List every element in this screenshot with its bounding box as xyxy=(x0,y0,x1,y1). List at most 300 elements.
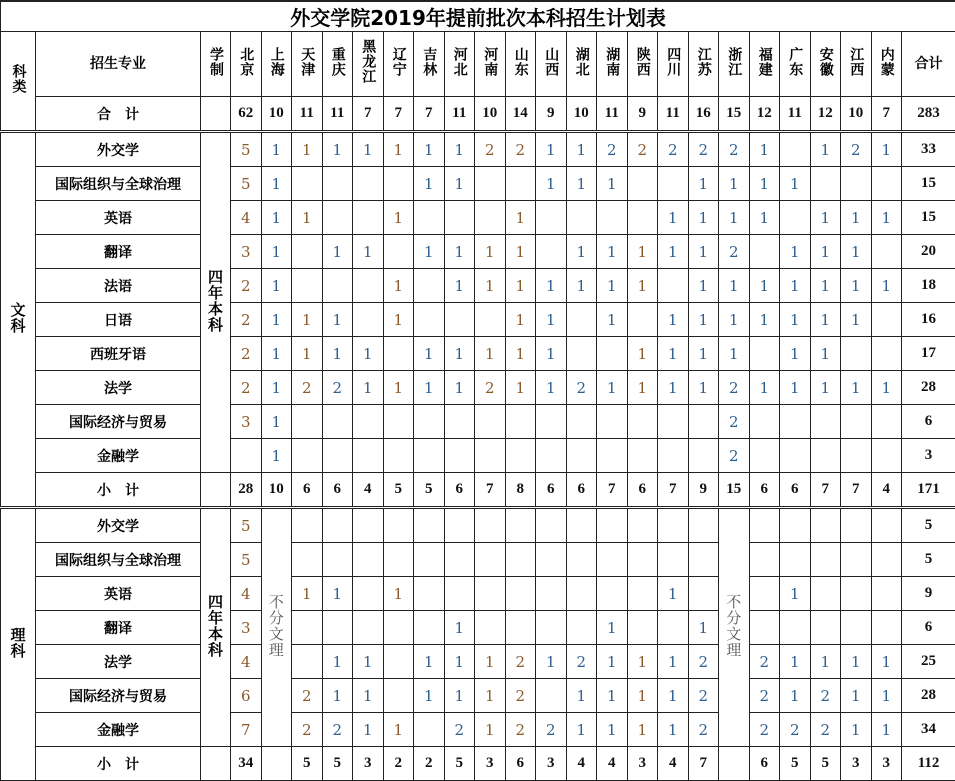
grand-total-sum: 283 xyxy=(902,97,955,132)
header-province: 安徽 xyxy=(810,32,841,97)
header-province: 上海 xyxy=(261,32,292,97)
subtotal-value: 34 xyxy=(231,747,262,781)
quota-cell: 2 xyxy=(719,371,750,405)
program-length: 四年本科 xyxy=(201,132,231,473)
grand-total-value: 11 xyxy=(292,97,323,132)
subtotal-value: 15 xyxy=(719,473,750,508)
quota-cell xyxy=(597,439,628,473)
quota-cell: 1 xyxy=(780,371,811,405)
quota-cell: 1 xyxy=(871,132,902,167)
table-row xyxy=(1,577,955,611)
quota-cell xyxy=(566,508,597,543)
quota-cell xyxy=(444,543,475,577)
subtotal-sum: 112 xyxy=(902,747,955,781)
quota-cell xyxy=(505,577,536,611)
header-province: 北京 xyxy=(231,32,262,97)
subtotal-value: 6 xyxy=(780,473,811,508)
major-name: 法学 xyxy=(36,371,201,405)
quota-cell xyxy=(383,508,414,543)
major-name: 法学 xyxy=(36,645,201,679)
quota-cell xyxy=(353,577,384,611)
quota-cell xyxy=(841,543,872,577)
quota-cell: 1 xyxy=(383,713,414,747)
quota-cell: 2 xyxy=(719,439,750,473)
quota-cell xyxy=(780,611,811,645)
table-row xyxy=(1,269,955,303)
table-row xyxy=(1,405,955,439)
quota-cell: 1 xyxy=(841,235,872,269)
quota-cell xyxy=(841,337,872,371)
quota-cell xyxy=(292,405,323,439)
quota-cell xyxy=(780,132,811,167)
quota-cell xyxy=(475,577,506,611)
quota-cell: 2 xyxy=(231,269,262,303)
quota-cell xyxy=(505,167,536,201)
quota-cell: 1 xyxy=(627,371,658,405)
major-name: 国际组织与全球治理 xyxy=(36,543,201,577)
major-name: 外交学 xyxy=(36,132,201,167)
quota-cell: 1 xyxy=(719,269,750,303)
quota-cell xyxy=(566,405,597,439)
quota-cell: 1 xyxy=(292,303,323,337)
quota-cell xyxy=(627,167,658,201)
quota-cell xyxy=(658,543,689,577)
quota-cell: 1 xyxy=(780,235,811,269)
quota-cell: 1 xyxy=(597,645,628,679)
quota-cell: 2 xyxy=(658,132,689,167)
quota-cell: 2 xyxy=(841,132,872,167)
grand-total-value: 11 xyxy=(658,97,689,132)
quota-cell: 1 xyxy=(261,269,292,303)
quota-cell: 1 xyxy=(780,577,811,611)
quota-cell xyxy=(749,543,780,577)
quota-cell xyxy=(353,303,384,337)
quota-cell: 2 xyxy=(597,132,628,167)
quota-cell: 2 xyxy=(444,713,475,747)
quota-cell xyxy=(688,508,719,543)
quota-cell xyxy=(292,508,323,543)
major-name: 金融学 xyxy=(36,713,201,747)
quota-cell xyxy=(353,167,384,201)
major-name: 国际经济与贸易 xyxy=(36,405,201,439)
quota-cell: 2 xyxy=(719,235,750,269)
subtotal-value: 5 xyxy=(322,747,353,781)
quota-cell: 1 xyxy=(505,235,536,269)
quota-cell: 1 xyxy=(475,269,506,303)
quota-cell xyxy=(627,611,658,645)
quota-cell xyxy=(383,337,414,371)
subtotal-value: 8 xyxy=(505,473,536,508)
quota-cell xyxy=(627,201,658,235)
subtotal-value: 6 xyxy=(444,473,475,508)
quota-cell: 1 xyxy=(475,645,506,679)
subtotal-value: 5 xyxy=(383,473,414,508)
quota-cell: 1 xyxy=(292,201,323,235)
major-name: 金融学 xyxy=(36,439,201,473)
subtotal-value: 5 xyxy=(780,747,811,781)
quota-cell: 1 xyxy=(688,235,719,269)
grand-total-value: 16 xyxy=(688,97,719,132)
quota-cell: 1 xyxy=(749,303,780,337)
header-province: 河北 xyxy=(444,32,475,97)
header-category: 科类 xyxy=(1,32,36,132)
subtotal-label: 小 计 xyxy=(36,473,201,508)
quota-cell xyxy=(780,405,811,439)
quota-cell xyxy=(444,405,475,439)
table-row xyxy=(1,679,955,713)
quota-cell xyxy=(322,405,353,439)
quota-cell: 1 xyxy=(505,337,536,371)
quota-cell: 1 xyxy=(841,303,872,337)
quota-cell: 1 xyxy=(841,269,872,303)
quota-cell xyxy=(566,439,597,473)
quota-cell: 1 xyxy=(566,167,597,201)
quota-cell: 1 xyxy=(841,679,872,713)
quota-cell: 1 xyxy=(810,132,841,167)
quota-cell: 1 xyxy=(688,337,719,371)
quota-cell: 1 xyxy=(322,679,353,713)
quota-cell xyxy=(444,508,475,543)
row-total: 6 xyxy=(902,611,955,645)
subtotal-value: 4 xyxy=(597,747,628,781)
quota-cell xyxy=(841,508,872,543)
quota-cell xyxy=(688,543,719,577)
quota-cell: 1 xyxy=(261,201,292,235)
quota-cell: 1 xyxy=(810,201,841,235)
quota-cell: 1 xyxy=(444,235,475,269)
quota-cell: 1 xyxy=(383,132,414,167)
quota-cell: 1 xyxy=(414,371,445,405)
table-row xyxy=(1,645,955,679)
quota-cell xyxy=(658,611,689,645)
quota-cell: 1 xyxy=(292,132,323,167)
quota-cell: 1 xyxy=(658,337,689,371)
quota-cell: 2 xyxy=(688,132,719,167)
quota-cell: 4 xyxy=(231,577,262,611)
subtotal-sum: 171 xyxy=(902,473,955,508)
quota-cell: 1 xyxy=(749,167,780,201)
quota-cell xyxy=(292,167,323,201)
quota-cell: 1 xyxy=(597,679,628,713)
quota-cell: 1 xyxy=(597,167,628,201)
quota-cell: 5 xyxy=(231,543,262,577)
quota-cell xyxy=(810,508,841,543)
quota-cell xyxy=(780,508,811,543)
quota-cell: 1 xyxy=(322,337,353,371)
quota-cell xyxy=(810,167,841,201)
quota-cell: 1 xyxy=(353,337,384,371)
quota-cell xyxy=(749,611,780,645)
quota-cell: 5 xyxy=(231,167,262,201)
quota-cell xyxy=(292,439,323,473)
table-row xyxy=(1,508,955,543)
row-total: 33 xyxy=(902,132,955,167)
quota-cell xyxy=(536,679,567,713)
quota-cell xyxy=(871,337,902,371)
quota-cell xyxy=(292,543,323,577)
quota-cell: 1 xyxy=(841,713,872,747)
quota-cell: 1 xyxy=(566,269,597,303)
quota-cell xyxy=(597,201,628,235)
major-name: 国际组织与全球治理 xyxy=(36,167,201,201)
quota-cell: 1 xyxy=(444,679,475,713)
quota-cell xyxy=(749,577,780,611)
quota-cell: 1 xyxy=(597,611,628,645)
quota-cell: 1 xyxy=(627,679,658,713)
quota-cell: 1 xyxy=(597,371,628,405)
quota-cell xyxy=(322,167,353,201)
header-province: 湖南 xyxy=(597,32,628,97)
table-row xyxy=(1,167,955,201)
quota-cell: 1 xyxy=(383,371,414,405)
subtotal-value: 7 xyxy=(475,473,506,508)
quota-cell xyxy=(810,543,841,577)
row-total: 25 xyxy=(902,645,955,679)
quota-cell xyxy=(505,439,536,473)
subtotal-value: 6 xyxy=(627,473,658,508)
quota-cell xyxy=(627,543,658,577)
quota-cell xyxy=(475,201,506,235)
quota-cell xyxy=(871,167,902,201)
subtotal-value: 3 xyxy=(627,747,658,781)
quota-cell xyxy=(536,508,567,543)
quota-cell: 1 xyxy=(261,235,292,269)
grand-total-length-cell xyxy=(201,97,231,132)
quota-cell xyxy=(322,269,353,303)
quota-cell: 1 xyxy=(536,337,567,371)
quota-cell: 1 xyxy=(505,371,536,405)
row-total: 5 xyxy=(902,543,955,577)
subtotal-value: 7 xyxy=(597,473,628,508)
subtotal-value: 3 xyxy=(871,747,902,781)
quota-cell: 2 xyxy=(505,132,536,167)
quota-cell: 1 xyxy=(597,269,628,303)
header-province: 吉林 xyxy=(414,32,445,97)
quota-cell: 1 xyxy=(353,679,384,713)
header-province: 广东 xyxy=(780,32,811,97)
quota-cell: 2 xyxy=(749,679,780,713)
grand-total-value: 11 xyxy=(322,97,353,132)
quota-cell: 1 xyxy=(597,303,628,337)
quota-cell: 1 xyxy=(353,645,384,679)
quota-cell: 3 xyxy=(231,235,262,269)
quota-cell: 1 xyxy=(383,201,414,235)
major-name: 外交学 xyxy=(36,508,201,543)
quota-cell xyxy=(414,713,445,747)
quota-cell: 1 xyxy=(810,303,841,337)
quota-cell: 1 xyxy=(871,201,902,235)
subtotal-value: 5 xyxy=(810,747,841,781)
quota-cell xyxy=(383,167,414,201)
grand-total-value: 7 xyxy=(871,97,902,132)
quota-cell: 1 xyxy=(444,337,475,371)
quota-cell: 2 xyxy=(688,713,719,747)
quota-cell: 2 xyxy=(505,679,536,713)
quota-cell xyxy=(627,303,658,337)
subtotal-value: 6 xyxy=(749,747,780,781)
quota-cell xyxy=(780,439,811,473)
quota-cell: 1 xyxy=(536,167,567,201)
category-cell: 理科 xyxy=(1,508,36,781)
header-province: 陕西 xyxy=(627,32,658,97)
quota-cell: 2 xyxy=(231,303,262,337)
quota-cell: 1 xyxy=(292,337,323,371)
quota-cell xyxy=(292,269,323,303)
quota-cell: 1 xyxy=(597,713,628,747)
header-province: 湖北 xyxy=(566,32,597,97)
subtotal-value xyxy=(261,747,292,781)
grand-total-value: 7 xyxy=(383,97,414,132)
quota-cell: 1 xyxy=(719,337,750,371)
quota-cell xyxy=(505,611,536,645)
quota-cell xyxy=(475,439,506,473)
quota-cell: 2 xyxy=(322,371,353,405)
quota-cell: 1 xyxy=(871,713,902,747)
quota-cell: 2 xyxy=(719,405,750,439)
quota-cell xyxy=(414,543,445,577)
quota-cell: 1 xyxy=(688,371,719,405)
header-province: 浙江 xyxy=(719,32,750,97)
subtotal-value: 3 xyxy=(475,747,506,781)
quota-cell: 1 xyxy=(444,132,475,167)
quota-cell: 1 xyxy=(475,337,506,371)
quota-cell: 1 xyxy=(261,167,292,201)
subtotal-value: 6 xyxy=(536,473,567,508)
quota-cell: 1 xyxy=(597,235,628,269)
subtotal-label: 小 计 xyxy=(36,747,201,781)
quota-cell: 2 xyxy=(322,713,353,747)
quota-cell: 2 xyxy=(688,645,719,679)
quota-cell: 1 xyxy=(749,371,780,405)
quota-cell: 1 xyxy=(322,132,353,167)
no-stream-division-note: 不分文理 xyxy=(261,508,292,747)
quota-cell xyxy=(871,577,902,611)
quota-cell: 1 xyxy=(749,269,780,303)
quota-cell: 1 xyxy=(871,371,902,405)
table-row xyxy=(1,201,955,235)
quota-cell: 3 xyxy=(231,405,262,439)
major-name: 国际经济与贸易 xyxy=(36,679,201,713)
header-province: 内蒙 xyxy=(871,32,902,97)
header-major: 招生专业 xyxy=(36,32,201,97)
quota-cell xyxy=(749,405,780,439)
quota-cell: 2 xyxy=(810,713,841,747)
quota-cell: 2 xyxy=(780,713,811,747)
quota-cell: 2 xyxy=(749,645,780,679)
subtotal-row xyxy=(1,473,955,508)
quota-cell: 1 xyxy=(658,679,689,713)
subtotal-value: 28 xyxy=(231,473,262,508)
quota-cell xyxy=(871,405,902,439)
quota-cell: 2 xyxy=(536,713,567,747)
subtotal-value: 7 xyxy=(810,473,841,508)
header-province: 山东 xyxy=(505,32,536,97)
subtotal-value: 5 xyxy=(292,747,323,781)
grand-total-value: 10 xyxy=(261,97,292,132)
quota-cell: 1 xyxy=(780,167,811,201)
quota-cell: 1 xyxy=(627,269,658,303)
quota-cell xyxy=(444,201,475,235)
subtotal-value: 6 xyxy=(322,473,353,508)
quota-cell xyxy=(475,405,506,439)
quota-cell: 1 xyxy=(353,132,384,167)
quota-cell: 1 xyxy=(780,303,811,337)
row-total: 17 xyxy=(902,337,955,371)
quota-cell xyxy=(841,167,872,201)
quota-cell xyxy=(505,543,536,577)
quota-cell xyxy=(536,611,567,645)
grand-total-value: 7 xyxy=(414,97,445,132)
quota-cell xyxy=(536,439,567,473)
quota-cell: 1 xyxy=(353,235,384,269)
subtotal-row xyxy=(1,747,955,781)
subtotal-value: 9 xyxy=(688,473,719,508)
quota-cell xyxy=(566,337,597,371)
quota-cell xyxy=(322,508,353,543)
quota-cell: 1 xyxy=(566,132,597,167)
quota-cell xyxy=(536,577,567,611)
quota-cell xyxy=(627,577,658,611)
quota-cell xyxy=(322,439,353,473)
subtotal-value: 10 xyxy=(261,473,292,508)
quota-cell xyxy=(627,508,658,543)
subtotal-value: 5 xyxy=(414,473,445,508)
quota-cell xyxy=(566,303,597,337)
quota-cell: 7 xyxy=(231,713,262,747)
row-total: 34 xyxy=(902,713,955,747)
quota-cell: 1 xyxy=(810,371,841,405)
row-total: 5 xyxy=(902,508,955,543)
quota-cell: 1 xyxy=(566,235,597,269)
table-row xyxy=(1,371,955,405)
quota-cell xyxy=(444,577,475,611)
subtotal-length-cell xyxy=(201,473,231,508)
quota-cell xyxy=(597,577,628,611)
quota-cell: 1 xyxy=(719,303,750,337)
quota-cell xyxy=(383,439,414,473)
quota-cell: 1 xyxy=(536,303,567,337)
row-total: 15 xyxy=(902,201,955,235)
quota-cell: 1 xyxy=(658,371,689,405)
quota-cell: 1 xyxy=(871,645,902,679)
quota-cell: 1 xyxy=(505,201,536,235)
header-province: 四川 xyxy=(658,32,689,97)
subtotal-length-cell xyxy=(201,747,231,781)
quota-cell: 1 xyxy=(780,269,811,303)
quota-cell: 2 xyxy=(475,132,506,167)
row-total: 20 xyxy=(902,235,955,269)
subtotal-value xyxy=(719,747,750,781)
grand-total-label: 合 计 xyxy=(36,97,201,132)
quota-cell: 1 xyxy=(475,235,506,269)
quota-cell: 1 xyxy=(261,405,292,439)
quota-cell xyxy=(292,611,323,645)
major-name: 英语 xyxy=(36,577,201,611)
quota-cell xyxy=(292,645,323,679)
quota-cell: 1 xyxy=(841,371,872,405)
subtotal-value: 3 xyxy=(536,747,567,781)
grand-total-value: 9 xyxy=(536,97,567,132)
quota-cell: 5 xyxy=(231,508,262,543)
row-total: 6 xyxy=(902,405,955,439)
quota-cell xyxy=(322,201,353,235)
quota-cell: 1 xyxy=(414,235,445,269)
header-total: 合计 xyxy=(902,32,955,97)
quota-cell xyxy=(841,439,872,473)
page-title: 外交学院2019年提前批次本科招生计划表 xyxy=(1,1,955,32)
quota-cell: 1 xyxy=(627,235,658,269)
quota-cell xyxy=(231,439,262,473)
